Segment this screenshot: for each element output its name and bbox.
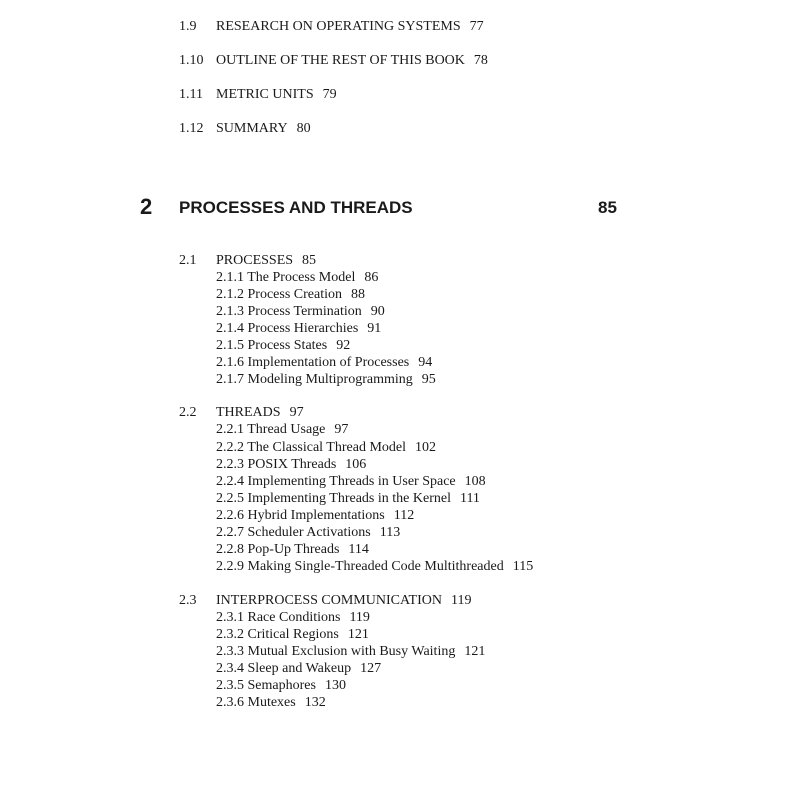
chapter-heading [0, 194, 800, 220]
subsection-title: 2.3.4 Sleep and Wakeup [216, 661, 352, 676]
subsection-page: 127 [360, 661, 382, 676]
toc-subsection [216, 269, 378, 286]
subsection-page: 132 [304, 695, 326, 710]
entry-page: 79 [322, 87, 337, 102]
subsection-page: 113 [379, 525, 401, 540]
section-title: INTERPROCESS COMMUNICATION [216, 593, 442, 608]
entry-title: METRIC UNITS [216, 87, 314, 102]
toc-subsection [216, 626, 369, 643]
entry-number: 1.10 [179, 53, 204, 68]
chapter-number: 2 [140, 194, 153, 219]
subsection-title: 2.1.3 Process Termination [216, 304, 362, 319]
subsection-page: 130 [324, 678, 346, 693]
toc-subsection [216, 439, 436, 456]
entry-number: 1.11 [179, 87, 203, 102]
toc-entry-1-11 [179, 86, 337, 103]
section-number: 2.3 [179, 593, 197, 608]
section-page: 119 [450, 593, 472, 608]
subsection-title: 2.2.6 Hybrid Implementations [216, 508, 385, 523]
subsection-title: 2.3.1 Race Conditions [216, 610, 341, 625]
entry-number: 1.12 [179, 121, 204, 136]
toc-entry-1-9 [179, 18, 484, 35]
subsection-page: 121 [464, 644, 486, 659]
toc-subsection [216, 337, 350, 354]
subsection-title: 2.2.8 Pop-Up Threads [216, 542, 340, 557]
entry-title: SUMMARY [216, 121, 288, 136]
subsection-title: 2.1.5 Process States [216, 338, 328, 353]
subsection-page: 90 [370, 304, 385, 319]
entry-number: 1.9 [179, 19, 197, 34]
toc-subsection [216, 643, 485, 660]
subsection-page: 91 [367, 321, 382, 336]
chapter-title: PROCESSES AND THREADS [179, 198, 413, 217]
subsection-title: 2.2.4 Implementing Threads in User Space [216, 474, 456, 489]
section-page: 85 [302, 253, 317, 268]
subsection-title: 2.1.7 Modeling Multiprogramming [216, 372, 413, 387]
toc-subsection [216, 507, 414, 524]
section-number: 2.2 [179, 405, 197, 420]
toc-subsection [216, 609, 370, 626]
subsection-title: 2.3.2 Critical Regions [216, 627, 339, 642]
subsection-page: 102 [415, 440, 436, 455]
subsection-title: 2.3.3 Mutual Exclusion with Busy Waiting [216, 644, 456, 659]
toc-subsection [216, 541, 369, 558]
toc-section-2-1 [179, 252, 316, 269]
chapter-page: 85 [598, 198, 617, 217]
toc-entry-1-10 [179, 52, 488, 69]
entry-page: 78 [473, 53, 488, 68]
subsection-page: 111 [459, 491, 480, 506]
subsection-page: 108 [464, 474, 486, 489]
subsection-page: 115 [512, 559, 534, 574]
subsection-page: 97 [334, 422, 349, 437]
subsection-page: 119 [349, 610, 370, 625]
subsection-page: 112 [393, 508, 415, 523]
subsection-title: 2.2.7 Scheduler Activations [216, 525, 371, 540]
entry-title: OUTLINE OF THE REST OF THIS BOOK [216, 53, 465, 68]
toc-section-2-3 [179, 592, 471, 609]
entry-page: 77 [469, 19, 484, 34]
toc-subsection [216, 303, 385, 320]
subsection-title: 2.2.1 Thread Usage [216, 422, 326, 437]
entry-page: 80 [296, 121, 311, 136]
entry-title: RESEARCH ON OPERATING SYSTEMS [216, 19, 461, 34]
subsection-page: 86 [364, 270, 379, 285]
subsection-title: 2.1.2 Process Creation [216, 287, 342, 302]
toc-subsection [216, 320, 381, 337]
subsection-page: 95 [421, 372, 436, 387]
subsection-page: 92 [336, 338, 351, 353]
subsection-title: 2.1.1 The Process Model [216, 270, 356, 285]
toc-subsection [216, 524, 400, 541]
subsection-page: 106 [345, 457, 367, 472]
toc-subsection [216, 558, 533, 575]
subsection-page: 88 [350, 287, 365, 302]
subsection-page: 121 [347, 627, 369, 642]
toc-subsection [216, 677, 346, 694]
toc-subsection [216, 371, 436, 388]
section-title: THREADS [216, 405, 281, 420]
section-number: 2.1 [179, 253, 197, 268]
subsection-title: 2.2.5 Implementing Threads in the Kernel [216, 491, 451, 506]
subsection-title: 2.1.6 Implementation of Processes [216, 355, 410, 370]
toc-subsection [216, 354, 432, 371]
section-title: PROCESSES [216, 253, 294, 268]
toc-subsection [216, 456, 366, 473]
toc-entry-1-12 [179, 120, 311, 137]
section-page: 97 [289, 405, 304, 420]
toc-subsection [216, 286, 365, 303]
toc-subsection [216, 660, 381, 677]
subsection-title: 2.3.5 Semaphores [216, 678, 316, 693]
toc-subsection [216, 490, 480, 507]
subsection-page: 94 [418, 355, 433, 370]
toc-subsection [216, 421, 348, 438]
subsection-title: 2.1.4 Process Hierarchies [216, 321, 359, 336]
subsection-title: 2.2.3 POSIX Threads [216, 457, 337, 472]
toc-subsection [216, 473, 486, 490]
subsection-page: 114 [348, 542, 369, 557]
subsection-title: 2.2.2 The Classical Thread Model [216, 440, 406, 455]
toc-section-2-2 [179, 404, 304, 421]
subsection-title: 2.3.6 Mutexes [216, 695, 296, 710]
subsection-title: 2.2.9 Making Single-Threaded Code Multithreaded [216, 559, 504, 574]
toc-subsection [216, 694, 326, 711]
